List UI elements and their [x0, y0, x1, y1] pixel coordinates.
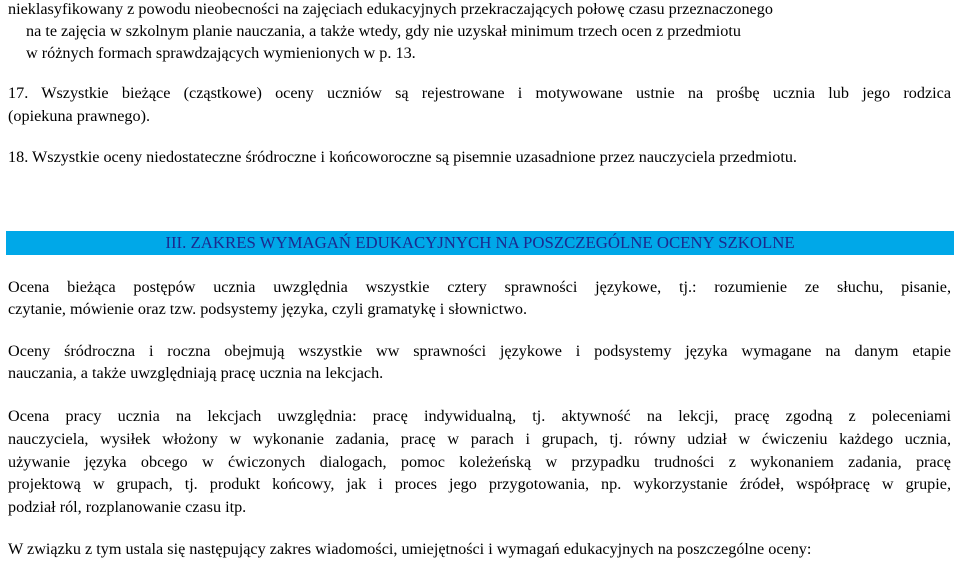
- intro-line-2: na te zajęcia w szkolnym planie nauczania, a także wtedy, gdy nie uzyskał minimum trzech ocen z przedmiotu: [26, 22, 741, 40]
- para-1-line-2: czytanie, mówienie oraz tzw. podsystemy języka, czyli gramatykę i słownictwo.: [8, 300, 528, 318]
- para-2-line-2: nauczania, a także uwzględniają pracę ucznia na lekcjach.: [8, 364, 384, 382]
- section-heading: III. ZAKRES WYMAGAŃ EDUKACYJNYCH NA POSZCZEGÓLNE OCENY SZKOLNE: [165, 233, 795, 252]
- point-17-line-2: (opiekuna prawnego).: [8, 107, 151, 125]
- para-3-line-2: nauczyciela, wysiłek włożony w wykonanie zadania, pracę w parach i grupach, tj. równy udział w ćwiczeniu każdego ucznia,: [8, 430, 951, 448]
- para-3-line-5: podział ról, rozplanowanie czasu itp.: [8, 498, 247, 516]
- para-3-line-1: Ocena pracy ucznia na lekcjach uwzględnia: pracę indywidualną, tj. aktywność na lekcji, pracę zgodną z poleceniami: [8, 407, 951, 425]
- para-2-line-1: Oceny śródroczna i roczna obejmują wszystkie ww sprawności językowe i podsystemy języka wymagane na danym etapie: [8, 342, 951, 360]
- point-18-line-1: 18. Wszystkie oceny niedostateczne śródroczne i końcoworoczne są pisemnie uzasadnione przez nauczyciela przedmiotu.: [8, 148, 797, 166]
- intro-line-1: nieklasyfikowany z powodu nieobecności na zajęciach edukacyjnych przekraczających połowę czasu przeznaczonego: [8, 0, 773, 18]
- para-1-line-1: Ocena bieżąca postępów ucznia uwzględnia wszystkie cztery sprawności językowe, tj.: rozumienie ze słuchu, pisanie,: [8, 278, 951, 296]
- para-3-line-4: projektową w grupach, tj. produkt końcowy, jak i proces jego przygotowania, np. wykorzystanie źródeł, współpracę w grupie,: [8, 475, 951, 493]
- para-4-line-1: W związku z tym ustala się następujący zakres wiadomości, umiejętności i wymagań edukacyjnych na poszczególne oceny:: [8, 540, 812, 558]
- section-heading-bar: [6, 231, 954, 255]
- para-3-line-3: używanie języka obcego w ćwiczonych dialogach, pomoc koleżeńską w przypadku trudności z wykonaniem zadania, pracę: [8, 453, 951, 471]
- point-17-line-1: 17. Wszystkie bieżące (cząstkowe) oceny uczniów są rejestrowane i motywowane ustnie na prośbę ucznia lub jego rodzica: [8, 84, 951, 102]
- intro-line-3: w różnych formach sprawdzających wymienionych w p. 13.: [26, 44, 416, 62]
